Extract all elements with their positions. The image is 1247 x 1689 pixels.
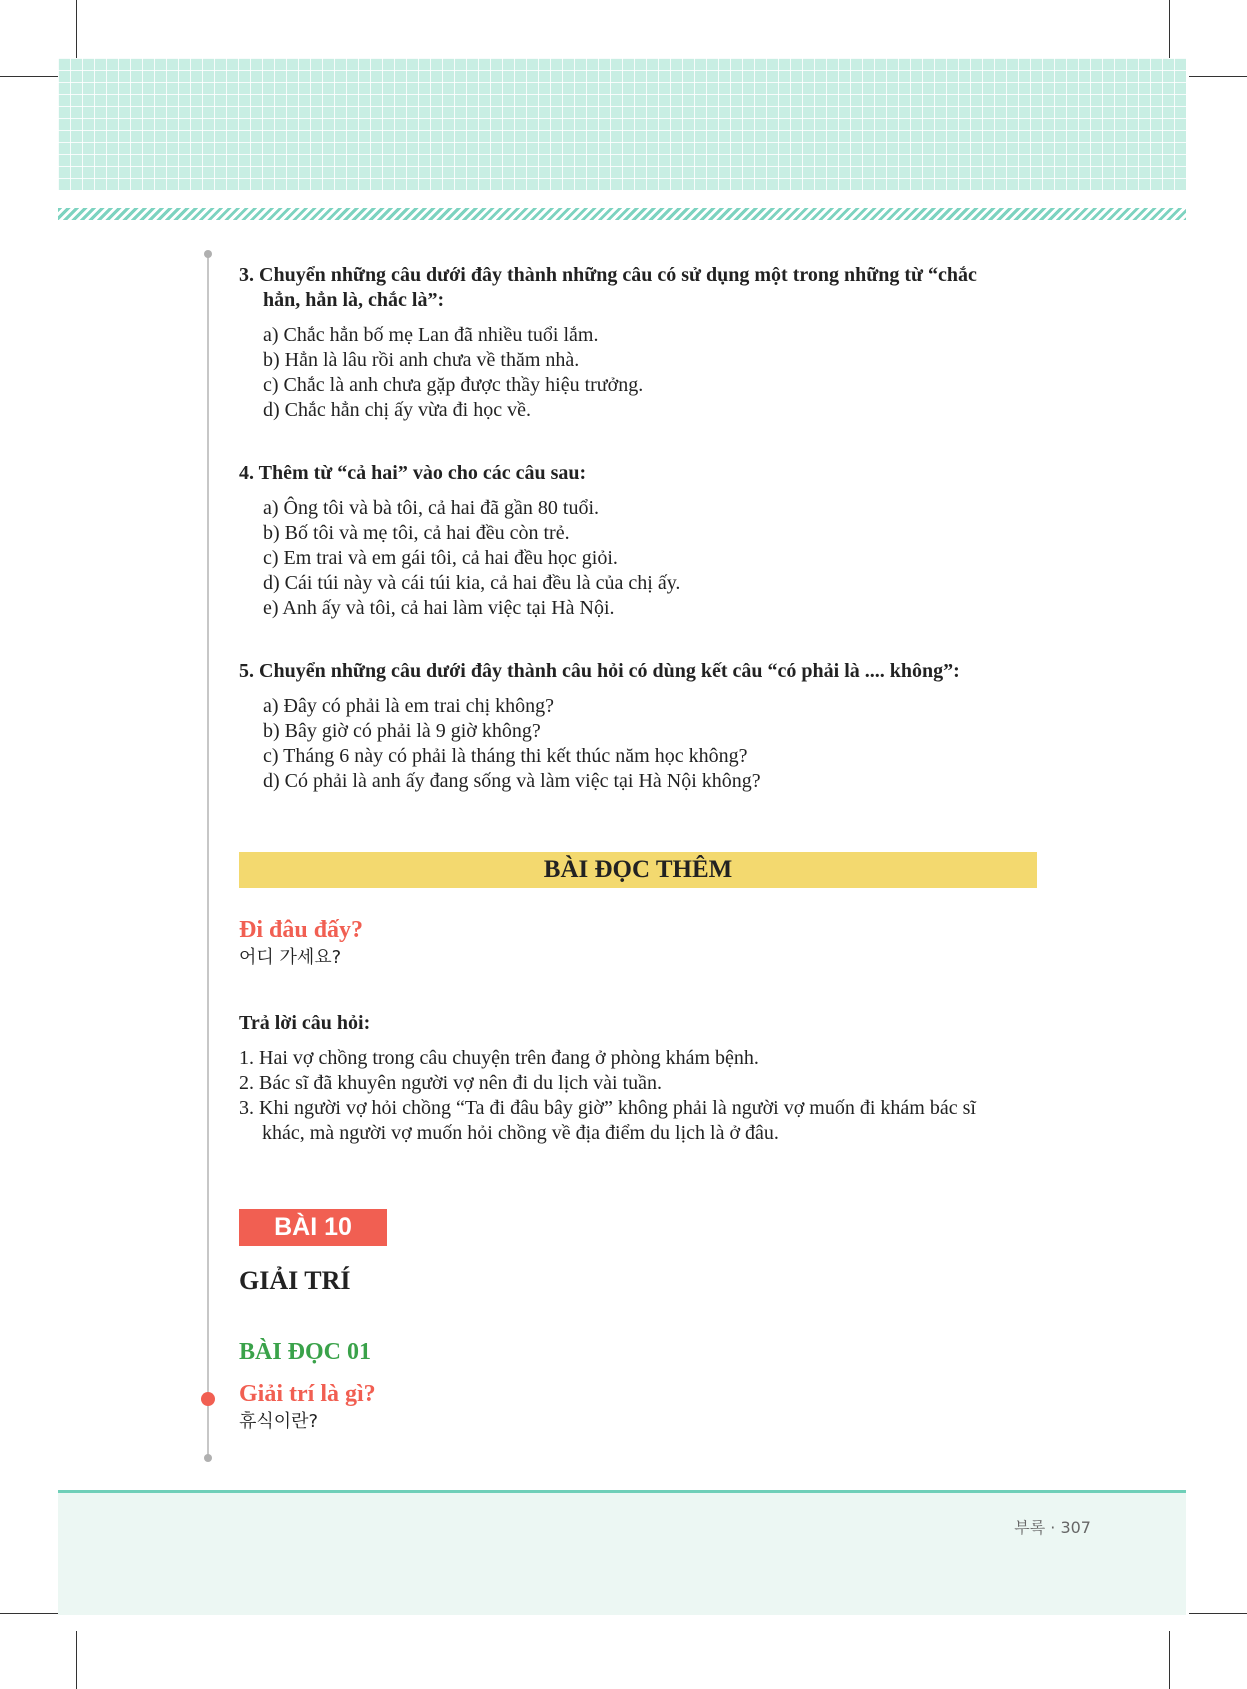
lesson-section: [239, 1265, 839, 1435]
crop-mark: [1189, 76, 1247, 77]
list-item: a) Đây có phải là em trai chị không?: [263, 695, 554, 717]
list-item-cont: khác, mà người vợ muốn hỏi chồng về địa điểm du lịch là ở đâu.: [262, 1122, 779, 1144]
list-item: b) Bố tôi và mẹ tôi, cả hai đều còn trẻ.: [263, 522, 570, 544]
header-stripe: [58, 208, 1186, 220]
answers-heading: Trả lời câu hỏi:: [239, 1012, 371, 1034]
margin-rule: [207, 253, 209, 1457]
crop-mark: [76, 0, 77, 58]
crop-mark: [1169, 1631, 1170, 1689]
list-item: 2. Bác sĩ đã khuyên người vợ nên đi du lịch vài tuần.: [239, 1072, 663, 1094]
crop-mark: [0, 1613, 58, 1614]
exercise-section: [239, 263, 1039, 794]
lesson-title: GIẢI TRÍ: [239, 1266, 351, 1295]
section-banner: BÀI ĐỌC THÊM: [239, 852, 1037, 888]
question-3-heading-cont: hẳn, hẳn là, chắc là”:: [263, 289, 445, 311]
list-item: 1. Hai vợ chồng trong câu chuyện trên đang ở phòng khám bệnh.: [239, 1047, 759, 1069]
list-item: e) Anh ấy và tôi, cả hai làm việc tại Hà Nội.: [263, 597, 615, 619]
reading-section: [239, 915, 1059, 1146]
margin-dot-marker: [201, 1392, 215, 1406]
lesson-label: BÀI 10: [239, 1209, 387, 1246]
crop-mark: [0, 76, 58, 77]
list-item: d) Cái túi này và cái túi kia, cả hai đều là của chị ấy.: [263, 572, 681, 594]
list-item: c) Chắc là anh chưa gặp được thầy hiệu trưởng.: [263, 374, 644, 396]
list-item: a) Ông tôi và bà tôi, cả hai đã gần 80 tuổi.: [263, 497, 600, 519]
list-item: c) Tháng 6 này có phải là tháng thi kết thúc năm học không?: [263, 745, 748, 767]
list-item: d) Có phải là anh ấy đang sống và làm việc tại Hà Nội không?: [263, 770, 761, 792]
question-5: [239, 659, 1039, 794]
lesson-reading-title: Giải trí là gì?: [239, 1381, 376, 1407]
reading-label: BÀI ĐỌC 01: [239, 1339, 372, 1365]
list-item: b) Bây giờ có phải là 9 giờ không?: [263, 720, 541, 742]
list-item: 3. Khi người vợ hỏi chồng “Ta đi đâu bây giờ” không phải là người vợ muốn đi khám bác sĩ: [239, 1097, 976, 1119]
reading-title: Đi đâu đấy?: [239, 917, 364, 943]
header-grid-band: [58, 58, 1186, 190]
crop-mark: [1169, 0, 1170, 58]
crop-mark: [76, 1631, 77, 1689]
list-item: a) Chắc hẳn bố mẹ Lan đã nhiều tuổi lắm.: [263, 324, 599, 346]
question-3: [239, 263, 1039, 423]
question-3-heading: 3. Chuyển những câu dưới đây thành những câu có sử dụng một trong những từ “chắc: [239, 264, 977, 286]
crop-mark: [1189, 1613, 1247, 1614]
question-4: [239, 461, 1039, 621]
footer-band: [58, 1490, 1186, 1615]
margin-dot-top: [204, 250, 212, 258]
page-number: 부록 · 307: [1014, 1518, 1091, 1537]
reading-korean: 어디 가세요?: [239, 947, 342, 968]
margin-dot-bottom: [204, 1454, 212, 1462]
list-item: b) Hẳn là lâu rồi anh chưa về thăm nhà.: [263, 349, 580, 371]
lesson-reading-korean: 휴식이란?: [239, 1411, 319, 1432]
list-item: c) Em trai và em gái tôi, cả hai đều học giỏi.: [263, 547, 618, 569]
list-item: d) Chắc hẳn chị ấy vừa đi học về.: [263, 399, 531, 421]
question-5-heading: 5. Chuyển những câu dưới đây thành câu hỏi có dùng kết câu “có phải là .... không”:: [239, 660, 960, 682]
question-4-heading: 4. Thêm từ “cả hai” vào cho các câu sau:: [239, 462, 587, 484]
